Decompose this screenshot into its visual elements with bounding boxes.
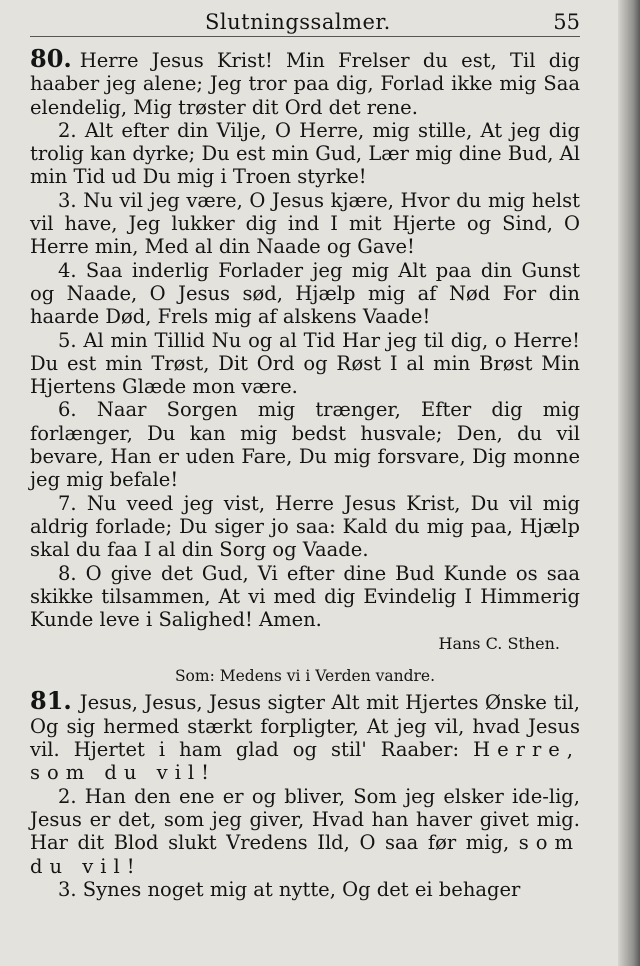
hymn-80-verse-6: 6. Naar Sorgen mig trænger, Efter dig mig forlænger, Du kan mig bedst husvale; Den, du vil bevare, Han er uden Fare, Du mig forsvare, Dig monne jeg mig befale! <box>30 398 580 492</box>
verse-refrain: som du vil! <box>30 831 580 878</box>
hymn-author: Hans C. Sthen. <box>438 634 560 654</box>
hymn-80-verse-1 <box>30 44 580 119</box>
hymn-81-verse-1 <box>30 686 581 785</box>
hymn-number: 81. <box>30 686 72 716</box>
page-header <box>30 6 580 37</box>
hymn-81-verse-3: 3. Synes noget mig at nytte, Og det ei behager <box>58 877 521 901</box>
hymn-80 <box>30 44 580 657</box>
tune-indication: Som: Medens vi i Verden vandre. <box>174 667 436 686</box>
verse-text: Herre Jesus Krist! Min Frelser du est, Til dig haaber jeg alene; Jeg tror paa dig, Forlad ikke mig Saa elendelig, Mig trøster dit Ord det rene. <box>30 49 580 119</box>
hymn-80-verse-4: 4. Saa inderlig Forlader jeg mig Alt paa din Gunst og Naade, O Jesus sød, Hjælp mig af Nød For din haarde Død, Frels mig af alskens Vaade! <box>30 258 580 329</box>
verse-text: 2. Han den ene er og bliver, Som jeg elsker ide-lig, Jesus er det, som jeg giver, Hvad han haver givet mig. Har dit Blod slukt Vredens Ild, O saa før mig, <box>30 784 580 855</box>
verse-refrain: Herre, som du vil! <box>30 738 581 785</box>
hymn-81-verse-2 <box>30 785 580 878</box>
page-number: 55 <box>553 10 580 34</box>
running-title: Slutningssalmer. <box>205 10 391 34</box>
hymn-80-verse-7: 7. Nu veed jeg vist, Herre Jesus Krist, Du vil mig aldrig forlade; Du siger jo saa: Kald du mig paa, Hjælp skal du faa I al din Sorg og Vaade. <box>30 491 580 562</box>
hymn-80-verse-3: 3. Nu vil jeg være, O Jesus kjære, Hvor du mig helst vil have, Jeg lukker dig ind I mit Hjerte og Sind, O Herre min, Med al din Naade og Gave! <box>30 188 580 259</box>
hymn-number: 80. <box>30 44 72 73</box>
hymn-80-verse-8: 8. O give det Gud, Vi efter dine Bud Kunde os saa skikke tilsammen, At vi med dig Evindelig I Himmerig Kunde leve i Salighed! Amen. <box>30 561 580 632</box>
hymn-81 <box>30 686 581 901</box>
hymn-80-verse-2: 2. Alt efter din Vilje, O Herre, mig stille, At jeg dig trolig kan dyrke; Du est min Gud, Lær mig dine Bud, Al min Tid ud Du mig i Troen styrke! <box>30 118 580 189</box>
page-edge-shadow <box>618 0 640 966</box>
verse-text: Jesus, Jesus, Jesus sigter Alt mit Hjertes Ønske til, Og sig hermed stærkt forpligter, At jeg vil, hvad Jesus vil. Hjertet i ham glad og stil' Raaber: <box>30 691 580 762</box>
hymn-80-verse-5: 5. Al min Tillid Nu og al Tid Har jeg til dig, o Herre! Du est min Trøst, Dit Ord og Røst I al min Brøst Min Hjertens Glæde mon være. <box>30 328 580 399</box>
